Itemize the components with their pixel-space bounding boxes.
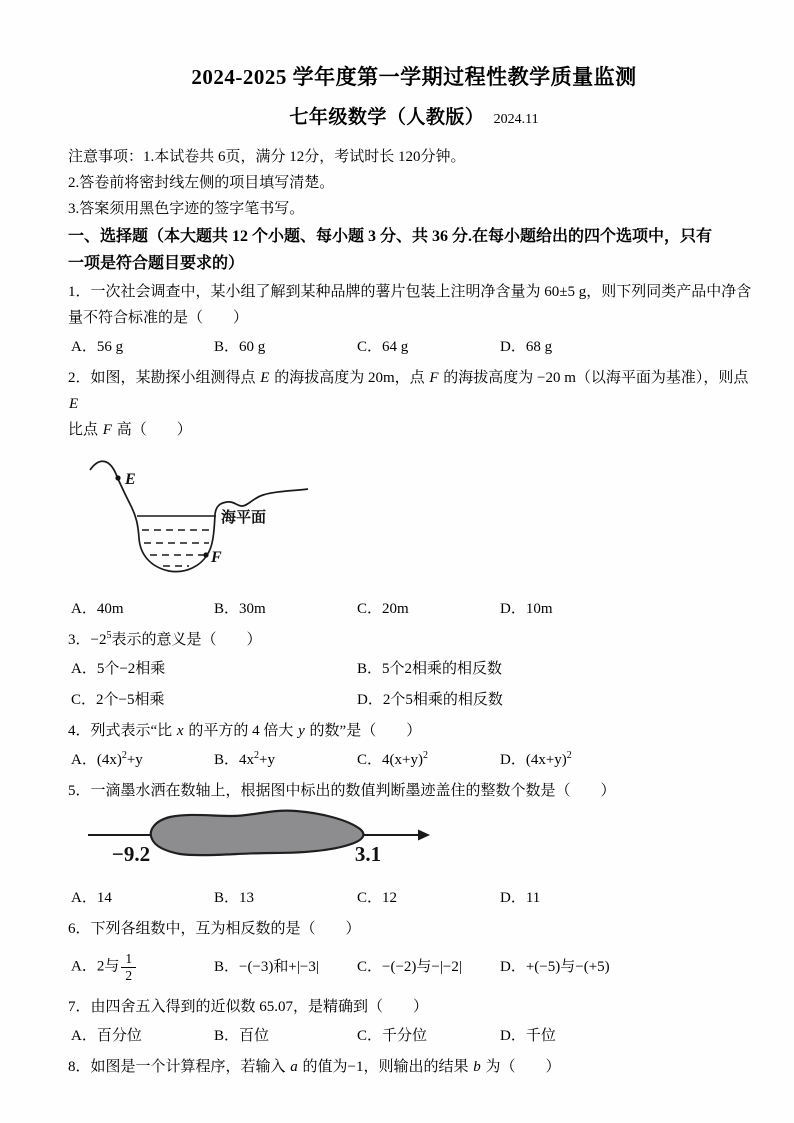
notice-line-2: 2.答卷前将密封线左侧的项目填写清楚。 [68, 175, 335, 191]
q4-a-label: A． [71, 752, 97, 768]
question-1-options [71, 334, 760, 360]
q8-text-part: 的值为−1，则输出的结果 [298, 1059, 473, 1075]
q2-text-part: 比点 [68, 422, 102, 438]
question-2-text-line-2 [68, 417, 760, 443]
section-heading-line-1: 一、选择题（本大题共 12 个小题、每小题 3 分、共 36 分.在每小题给出的四个选项中，只有 [68, 228, 713, 245]
question-5-options [71, 885, 760, 911]
q6-a-text: A．2与 [71, 958, 120, 975]
q6-a-fraction [121, 951, 136, 983]
point-f-label: F [211, 549, 222, 566]
q3-text-part: 表示的意义是（ ） [111, 632, 262, 648]
q3-power-expression [91, 632, 112, 648]
q6-a-fraction-numerator: 1 [121, 951, 136, 968]
section-heading [68, 223, 760, 277]
q7-option-d: D．千位 [500, 1028, 556, 1044]
question-6-text: 6．下列各组数中，互为相反数的是（ ） [68, 921, 361, 937]
notice-line-1: 注意事项：1.本试卷共 6页，满分 12分，考试时长 120分钟。 [68, 149, 466, 165]
sea-level-figure [80, 448, 380, 586]
q2-var-f: F [429, 370, 439, 386]
q4-b-formula-tail: +y [259, 752, 275, 768]
question-3-text [68, 627, 760, 653]
q2-option-b: B．30m [214, 601, 266, 617]
q4-a-exponent: 2 [121, 750, 127, 761]
q2-option-d: D．10m [500, 601, 553, 617]
q1-option-a: A．56 g [71, 339, 124, 355]
q2-var-e: E [69, 396, 79, 412]
number-line-right-value: 3.1 [354, 842, 382, 866]
q6-option-b: B．−(−3)和+|−3| [214, 959, 319, 975]
q4-b-label: B． [214, 752, 240, 768]
question-1-text-line-1: 1．一次社会调查中，某小组了解到某种品牌的薯片包装上注明净含量为 60±5 g，则下列同类产品中净含 [68, 284, 752, 300]
q8-text-part: 为（ ） [481, 1059, 561, 1075]
exam-subtitle-text: 七年级数学（人教版） [289, 107, 485, 128]
question-6 [68, 916, 760, 989]
q6-a-fraction-denominator: 2 [125, 967, 133, 983]
q2-text-part: 的海拔高度为 20m，点 [270, 370, 429, 386]
q4-option-d [500, 747, 643, 773]
q4-c-exponent: 2 [422, 750, 428, 761]
question-4-options [71, 747, 760, 773]
q3-exponent: 5 [106, 630, 112, 641]
q2-var-e: E [260, 370, 270, 386]
q4-option-b [214, 747, 357, 773]
q4-d-exponent: 2 [566, 750, 572, 761]
q3-number: 3． [68, 632, 91, 648]
question-7-text: 7．由四舍五入得到的近似数 65.07，是精确到（ ） [68, 999, 429, 1015]
question-2 [68, 365, 760, 622]
q8-text-part: 8．如图是一个计算程序，若输入 [68, 1059, 290, 1075]
q1-option-d: D．68 g [500, 339, 553, 355]
q4-a-formula: (4x) [96, 752, 122, 768]
q7-option-c: C．千分位 [357, 1028, 428, 1044]
q3-option-a: A．5个−2相乘 [71, 661, 166, 677]
question-8 [68, 1054, 760, 1080]
q3-option-c: C．2个−5相乘 [71, 692, 165, 708]
q4-text-part: 的数”是（ ） [305, 723, 422, 739]
ink-blot [151, 811, 364, 855]
q4-text-part: 4．列式表示“比 [68, 723, 176, 739]
q3-option-d: D．2个5相乘的相反数 [357, 692, 503, 708]
q3-base: −2 [90, 632, 107, 648]
q3-option-b: B．5个2相乘的相反数 [357, 661, 503, 677]
exam-date: 2024.11 [493, 112, 539, 127]
question-2-text-line-1 [68, 365, 760, 417]
question-4 [68, 718, 760, 773]
q1-option-b: B．60 g [214, 339, 266, 355]
q8-var-b: b [473, 1059, 481, 1075]
q1-option-c: C．64 g [357, 339, 409, 355]
question-3-options-row-2 [71, 687, 760, 713]
point-f-dot [203, 552, 208, 557]
question-3 [68, 627, 760, 713]
question-1 [68, 279, 760, 360]
question-8-text [68, 1054, 760, 1080]
exam-title: 2024-2025 学年度第一学期过程性教学质量监测 [191, 65, 637, 89]
q4-text-part: 的平方的 4 倍大 [184, 723, 298, 739]
q8-var-a: a [290, 1059, 298, 1075]
question-4-text [68, 718, 760, 744]
question-7-options [71, 1023, 760, 1049]
q5-option-b: B．13 [214, 890, 255, 906]
q4-b-formula: 4x [239, 752, 255, 768]
q2-option-c: C．20m [357, 601, 409, 617]
q5-option-c: C．12 [357, 890, 398, 906]
notice-line-3: 3.答案须用黑色字迹的签字笔书写。 [68, 201, 305, 217]
question-3-options-row-1 [71, 656, 760, 682]
question-7 [68, 994, 760, 1049]
question-5 [68, 778, 760, 911]
q4-a-formula-tail: +y [126, 752, 143, 768]
q6-option-a [71, 951, 214, 983]
question-5-text: 5．一滴墨水洒在数轴上，根据图中标出的数值判断墨迹盖住的整数个数是（ ） [68, 783, 616, 799]
q2-option-a: A．40m [71, 601, 124, 617]
q7-option-a: A．百分位 [71, 1028, 142, 1044]
question-1-text-line-2: 量不符合标准的是（ ） [68, 310, 249, 326]
q4-c-label: C． [357, 752, 383, 768]
exam-subtitle [68, 105, 760, 132]
sea-level-label: 海平面 [221, 510, 267, 526]
number-line-arrowhead [418, 830, 430, 841]
q4-d-formula: (4x+y) [525, 752, 567, 768]
q4-var-y: y [298, 723, 305, 739]
q6-option-d: D．+(−5)与−(+5) [500, 959, 610, 975]
q4-var-x: x [176, 723, 184, 739]
q2-text-part: 的海拔高度为 −20 m（以海平面为基准），则点 [439, 370, 749, 386]
q4-c-formula: 4(x+y) [382, 752, 423, 768]
point-e-label: E [125, 471, 136, 488]
section-heading-line-2: 一项是符合题目要求的） [68, 255, 245, 272]
q2-var-f: F [102, 422, 112, 438]
q2-text-part: 2．如图，某勘探小组测得点 [68, 370, 260, 386]
q5-option-d: D．11 [500, 890, 541, 906]
question-6-options [71, 945, 760, 989]
q4-d-label: D． [500, 752, 526, 768]
q7-option-b: B．百位 [214, 1028, 270, 1044]
q4-option-a [71, 747, 214, 773]
question-2-options [71, 596, 760, 622]
q4-b-exponent: 2 [254, 750, 260, 761]
number-line-figure [84, 805, 524, 877]
q2-text-part: 高（ ） [112, 422, 192, 438]
q4-option-c [357, 747, 500, 773]
q5-option-a: A．14 [71, 890, 112, 906]
page-content [68, 52, 760, 1080]
q6-option-c: C．−(−2)与−|−2| [357, 959, 462, 975]
point-e-dot [115, 475, 120, 480]
number-line-left-value: −9.2 [111, 842, 151, 866]
